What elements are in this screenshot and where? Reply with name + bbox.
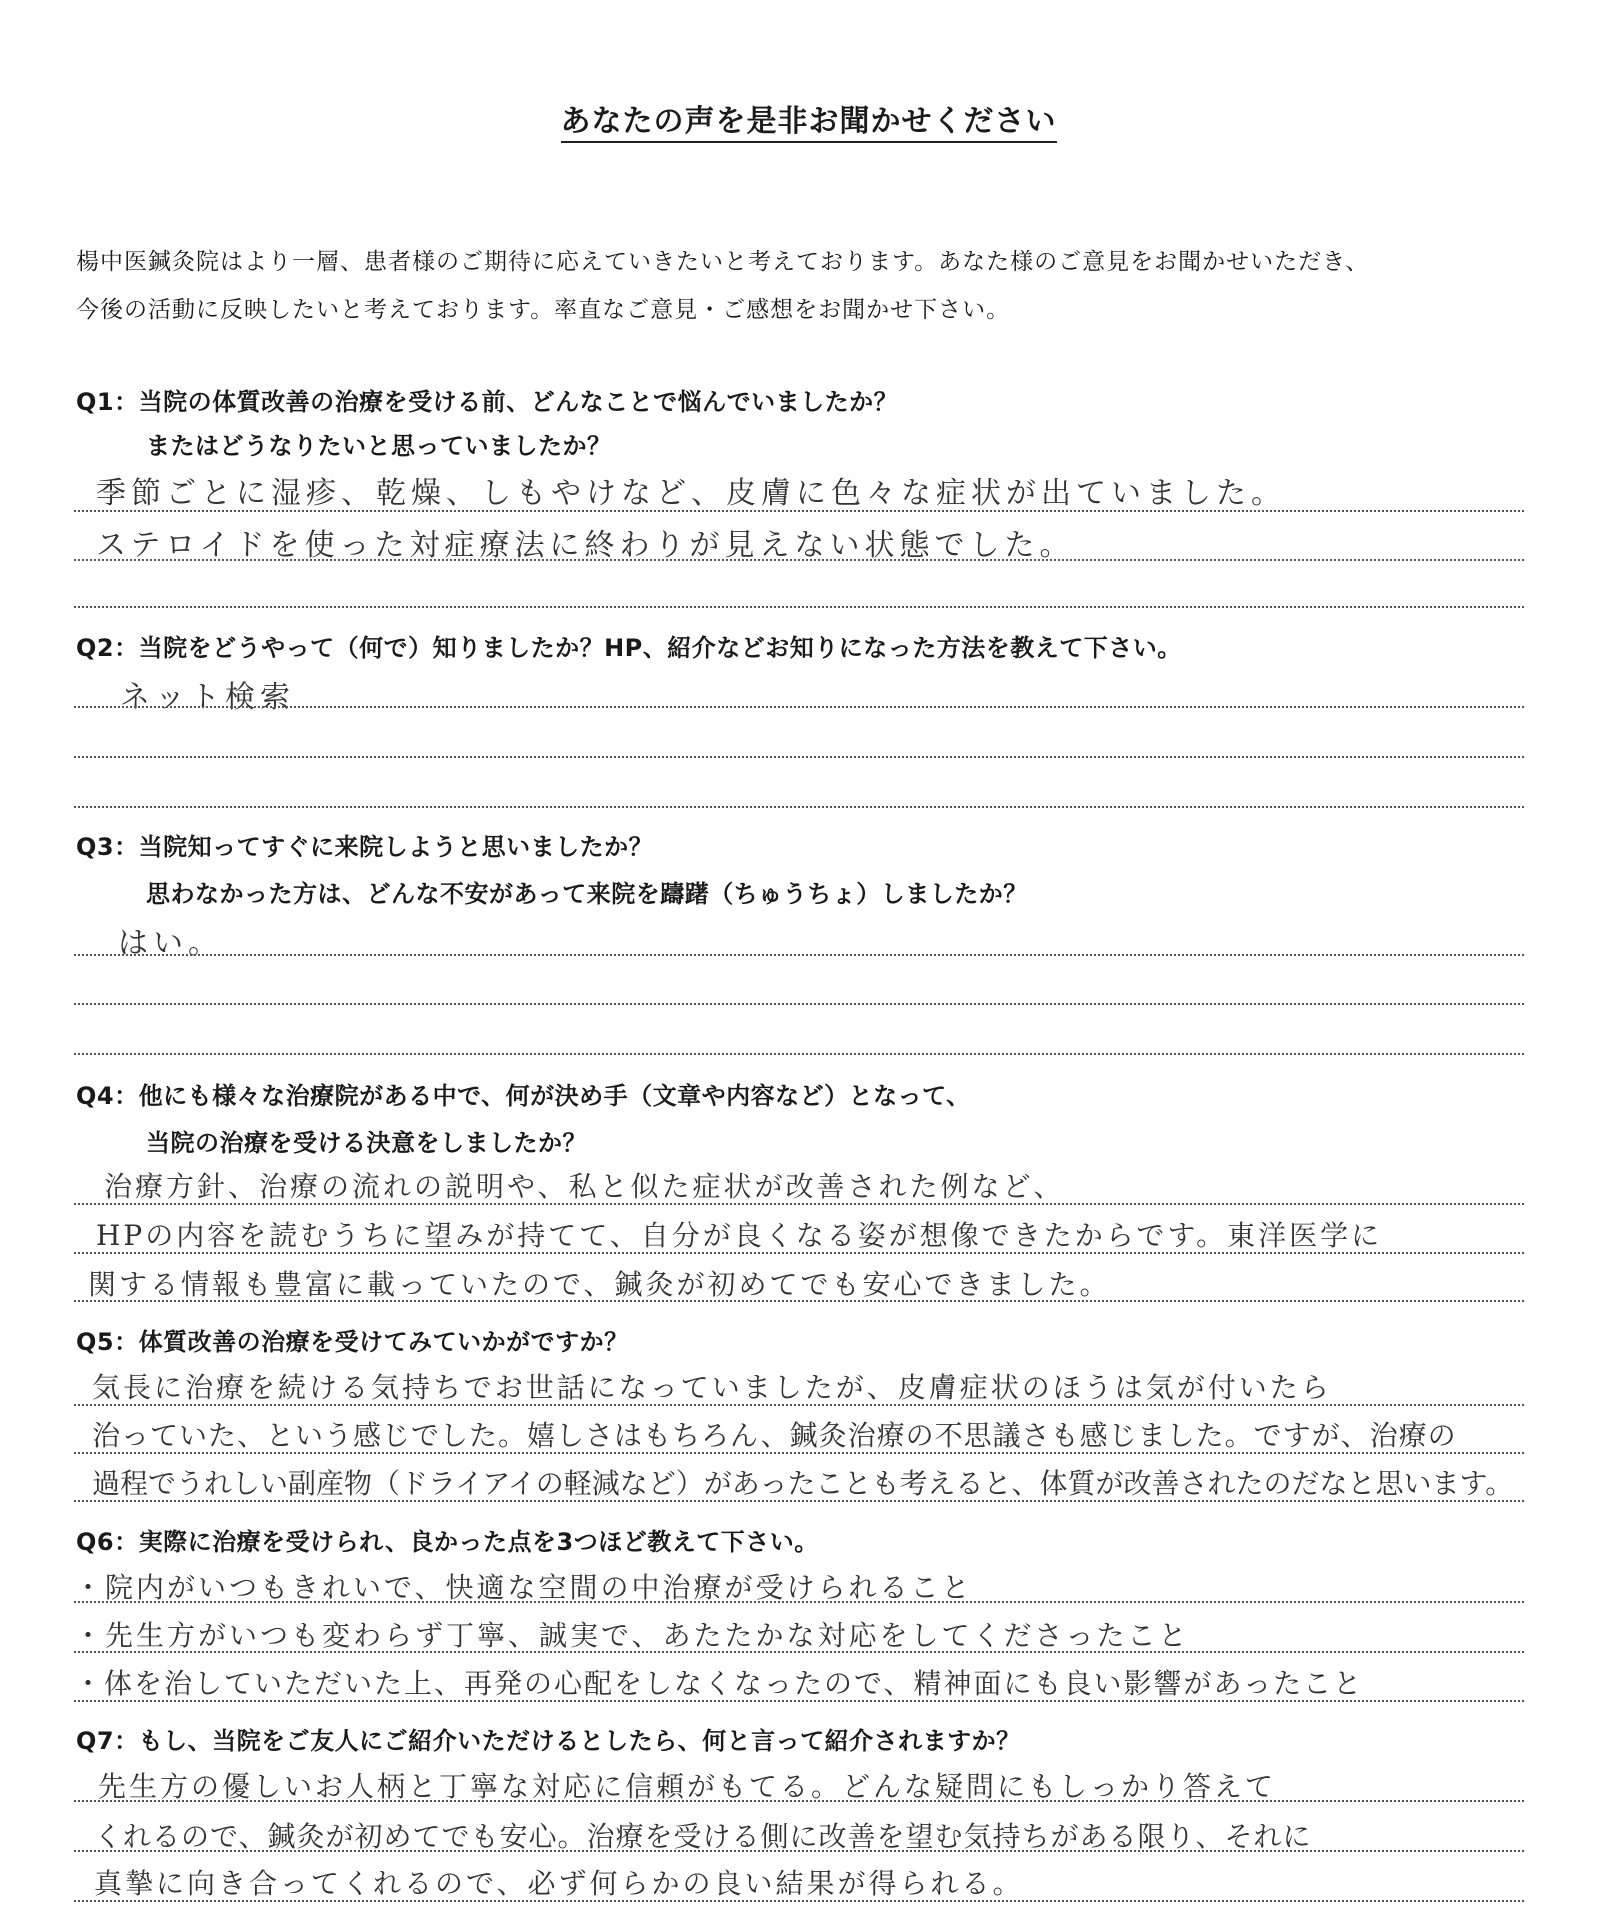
answer-line	[74, 1300, 1524, 1302]
answer-line	[74, 1252, 1524, 1254]
answer-line	[74, 1850, 1524, 1852]
answer-5-line-2: 治っていた、という感じでした。嬉しさはもちろん、鍼灸治療の不思議さも感じました。ですが、治療の	[92, 1419, 1457, 1452]
answer-line	[74, 1900, 1524, 1902]
answer-line	[74, 1404, 1524, 1406]
answer-2-line-1: ネット検索	[120, 680, 295, 715]
answer-4-line-2: HPの内容を読むうちに望みが持てて、自分が良くなる姿が想像できたからです。東洋医学に	[96, 1219, 1383, 1252]
question-2: Q2：当院をどうやって（何で）知りましたか？HP、紹介などお知りになった方法を教えて下さい。	[76, 634, 1182, 662]
answer-line	[74, 606, 1524, 608]
question-7: Q7：もし、当院をご友人にご紹介いただけるとしたら、何と言って紹介されますか？	[76, 1727, 1021, 1755]
survey-title-text: あなたの声を是非お聞かせください	[561, 104, 1057, 143]
question-1: Q1：当院の体質改善の治療を受ける前、どんなことで悩んでいましたか？	[76, 388, 899, 416]
answer-line	[74, 510, 1524, 512]
answer-4-line-1: 治療方針、治療の流れの説明や、私と似た症状が改善された例など、	[104, 1170, 1065, 1203]
answer-line	[74, 559, 1524, 561]
answer-line	[74, 706, 1524, 708]
question-5: Q5：体質改善の治療を受けてみていかがですか？	[76, 1328, 629, 1356]
answer-5-line-3: 過程でうれしい副産物（ドライアイの軽減など）があったことも考えると、体質が改善されたのだなと思います。	[92, 1467, 1514, 1500]
intro-line-2: 今後の活動に反映したいと考えております。率直なご意見・ご感想をお聞かせ下さい。	[76, 297, 1011, 323]
answer-line	[74, 1053, 1524, 1055]
answer-3-line-1: はい。	[118, 926, 223, 961]
answer-line	[74, 1700, 1524, 1702]
answer-line	[74, 1452, 1524, 1454]
answer-line	[74, 1800, 1524, 1802]
answer-line	[74, 1651, 1524, 1653]
question-4: Q4：他にも様々な治療院がある中で、何が決め手（文章や内容など）となって、	[76, 1082, 971, 1110]
answer-7-line-2: くれるので、鍼灸が初めてでも安心。治療を受ける側に改善を望む気持ちがある限り、それに	[94, 1820, 1312, 1853]
answer-line	[74, 1203, 1524, 1205]
answer-6-line-3: ・体を治していただいた上、再発の心配をしなくなったので、精神面にも良い影響があったこと	[74, 1667, 1364, 1700]
answer-1-line-1: 季節ごとに湿疹、乾燥、しもやけなど、皮膚に色々な症状が出ていました。	[96, 476, 1286, 511]
survey-title	[0, 96, 1617, 140]
answer-6-line-1: ・院内がいつもきれいで、快適な空間の中治療が受けられること	[74, 1571, 973, 1604]
question-3: Q3：当院知ってすぐに来院しようと思いましたか？	[76, 833, 654, 861]
question-4-sub: 当院の治療を受ける決意をしましたか？	[146, 1129, 587, 1157]
answer-7-line-1: 先生方の優しいお人柄と丁寧な対応に信頼がもてる。どんな疑問にもしっかり答えて	[98, 1770, 1277, 1803]
question-6: Q6：実際に治療を受けられ、良かった点を3つほど教えて下さい。	[76, 1528, 819, 1556]
answer-line	[74, 1003, 1524, 1005]
answer-line	[74, 806, 1524, 808]
answer-6-line-2: ・先生方がいつも変わらず丁寧、誠実で、あたたかな対応をしてくださったこと	[74, 1619, 1190, 1652]
question-1-sub: またはどうなりたいと思っていましたか？	[146, 432, 612, 460]
question-3-sub: 思わなかった方は、どんな不安があって来院を躊躇（ちゅうちょ）しましたか？	[146, 880, 1028, 908]
answer-line	[74, 756, 1524, 758]
answer-line	[74, 954, 1524, 956]
intro-line-1: 楊中医鍼灸院はより一層、患者様のご期待に応えていきたいと考えております。あなた様のご意見をお聞かせいただき、	[76, 249, 1370, 275]
answer-5-line-1: 気長に治療を続ける気持ちでお世話になっていましたが、皮膚症状のほうは気が付いたら	[92, 1371, 1332, 1404]
answer-1-line-2: ステロイドを使った対症療法に終わりが見えない状態でした。	[96, 528, 1075, 563]
answer-line	[74, 1500, 1524, 1502]
answer-line	[74, 1601, 1524, 1603]
answer-7-line-3: 真摯に向き合ってくれるので、必ず何らかの良い結果が得られる。	[94, 1867, 1024, 1900]
answer-4-line-3: 関する情報も豊富に載っていたので、鍼灸が初めてでも安心できました。	[88, 1268, 1111, 1301]
